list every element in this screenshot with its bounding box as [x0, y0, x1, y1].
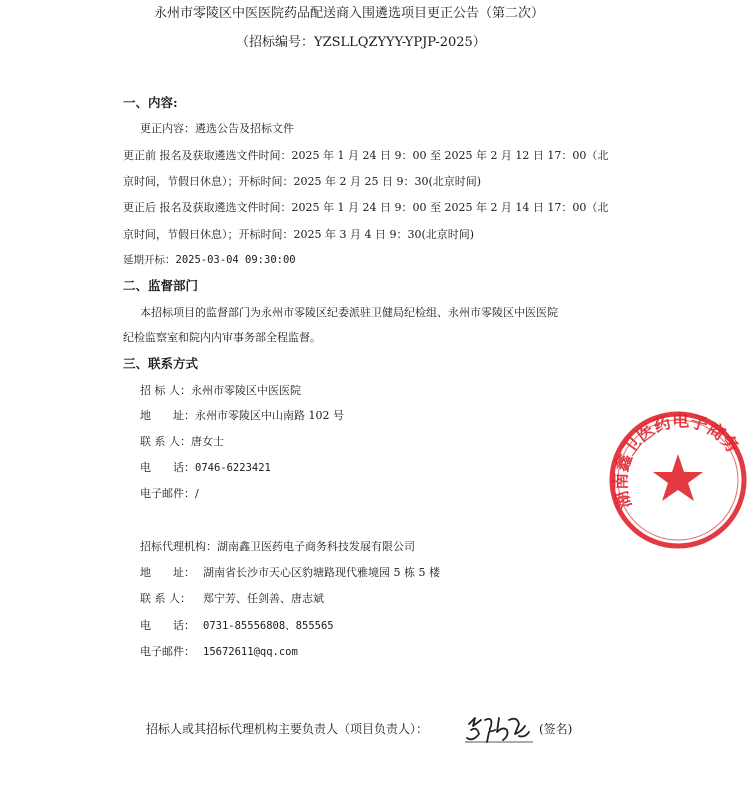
after-correction-line-1: 更正后 报名及获取遴选文件时间：2025 年 1 月 24 日 9：00 至 2025 年 2 月 14 日 17：00（北 — [123, 201, 609, 214]
tenderer-contact-label: 联 系 人： — [140, 435, 191, 448]
tenderer-name-label: 招 标 人： — [140, 384, 191, 397]
tenderer-contact: 唐女士 — [191, 435, 224, 448]
agency-email: 15672611@qq.com — [203, 646, 298, 658]
bid-number: （招标编号：YZSLLQZYYY-YPJP-2025） — [236, 35, 486, 50]
signature-label: 招标人或其招标代理机构主要负责人（项目负责人）： — [146, 722, 429, 736]
before-correction-line-1: 更正前 报名及获取遴选文件时间：2025 年 1 月 24 日 9：00 至 2025 年 2 月 12 日 17：00（北 — [123, 149, 609, 162]
tenderer-phone-label: 电 话： — [140, 461, 195, 474]
tenderer-phone-row — [140, 461, 271, 475]
agency-name-row — [140, 540, 415, 554]
agency-email-label: 电子邮件： — [140, 645, 195, 658]
tenderer-email-row — [140, 487, 199, 501]
agency-address: 湖南省长沙市天心区豹塘路现代雅境园 5 栋 5 楼 — [203, 566, 440, 579]
signature-suffix: (签名) — [539, 722, 573, 736]
document-title: 永州市零陵区中医医院药品配送商入围遴选项目更正公告（第二次） — [154, 6, 545, 21]
supervision-line-1: 本招标项目的监督部门为永州市零陵区纪委派驻卫健局纪检组、永州市零陵区中医医院 — [140, 306, 558, 319]
section-1-heading: 一、内容: — [123, 95, 178, 110]
agency-phone-row — [140, 619, 334, 633]
correction-content: 更正内容：遴选公告及招标文件 — [140, 122, 294, 135]
tenderer-address: 永州市零陵区中山南路 102 号 — [195, 409, 344, 422]
tenderer-address-row — [140, 409, 344, 423]
tenderer-address-label: 地 址： — [140, 409, 195, 422]
agency-address-row — [140, 566, 440, 580]
tenderer-email-label: 电子邮件： — [140, 487, 195, 500]
tenderer-name-row — [140, 384, 301, 398]
agency-name-label: 招标代理机构： — [140, 540, 217, 553]
agency-email-row — [140, 645, 298, 659]
tenderer-name: 永州市零陵区中医医院 — [191, 384, 301, 397]
tenderer-contact-row — [140, 435, 224, 449]
postponed-opening: 延期开标：2025-03-04 09:30:00 — [123, 254, 296, 266]
agency-contact-row — [140, 592, 324, 606]
svg-text:湖南鑫卫医药电子商务: 湖南鑫卫医药电子商务 — [611, 411, 743, 511]
tenderer-phone: 0746-6223421 — [195, 462, 271, 474]
agency-contact: 郑宁芳、任剑善、唐志斌 — [203, 592, 324, 605]
section-2-heading: 二、监督部门 — [123, 278, 199, 293]
agency-address-label: 地 址： — [140, 566, 195, 579]
handwritten-signature — [463, 712, 539, 746]
before-correction-line-2: 京时间，节假日休息）；开标时间：2025 年 2 月 25 日 9：30(北京时间) — [123, 175, 482, 188]
agency-contact-label: 联 系 人： — [140, 592, 191, 605]
after-correction-line-2: 京时间，节假日休息）；开标时间：2025 年 3 月 4 日 9：30(北京时间) — [123, 228, 475, 241]
agency-phone: 0731-85556808、855565 — [203, 620, 334, 632]
agency-phone-label: 电 话： — [140, 619, 195, 632]
agency-name: 湖南鑫卫医药电子商务科技发展有限公司 — [217, 540, 415, 553]
supervision-line-2: 纪检监察室和院内内审事务部全程监督。 — [123, 331, 321, 344]
company-seal-stamp — [606, 408, 751, 553]
section-3-heading: 三、联系方式 — [123, 356, 199, 371]
tenderer-email: / — [195, 487, 199, 500]
